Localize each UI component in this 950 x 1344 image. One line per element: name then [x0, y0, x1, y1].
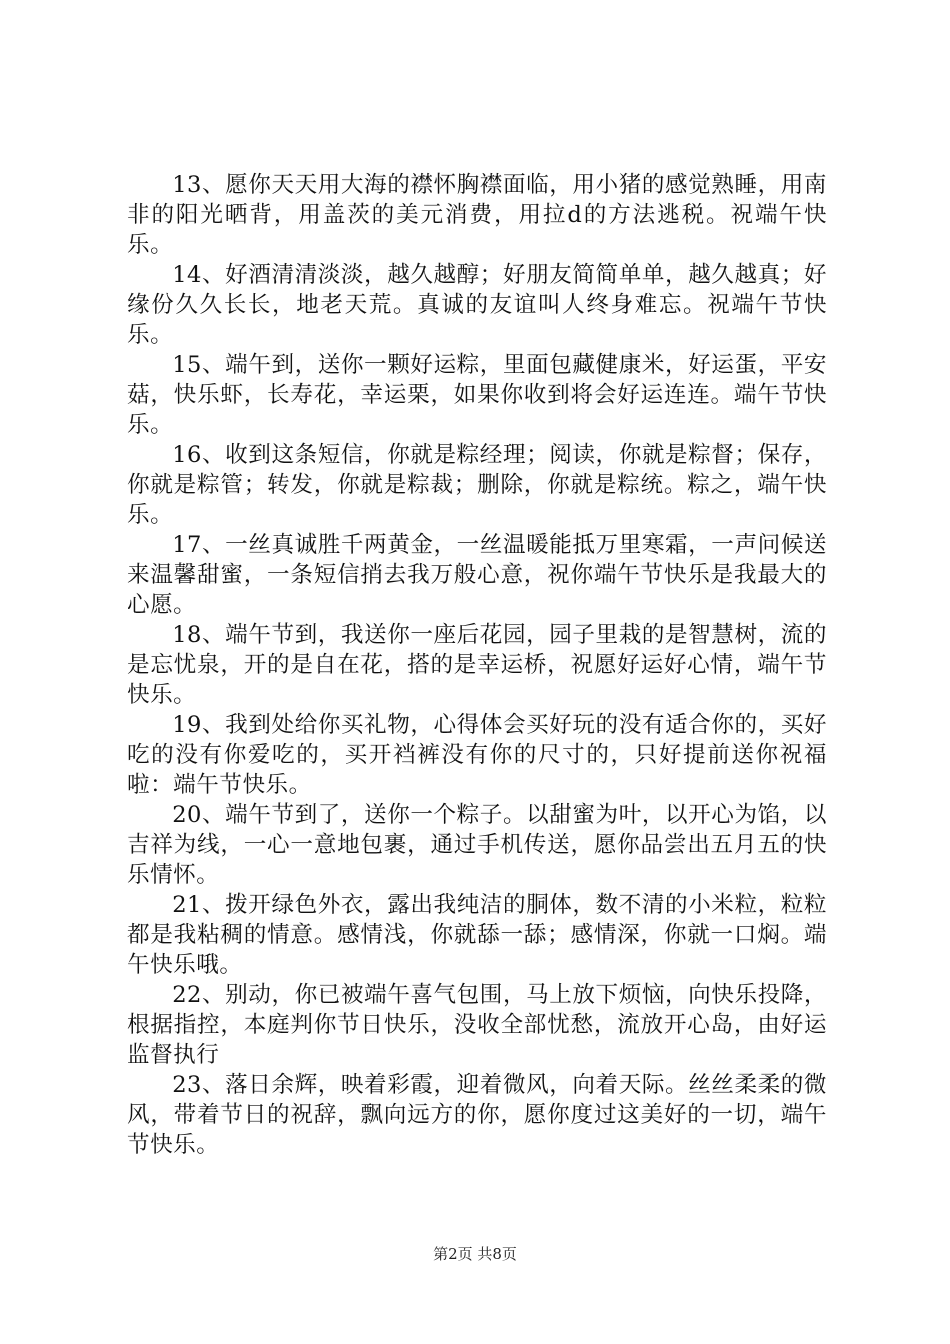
paragraph-16: 16、收到这条短信，你就是粽经理；阅读，你就是粽督；保存，你就是粽管；转发，你就是粽裁；删除，你就是粽统。粽之，端午快乐。: [127, 442, 827, 528]
document-body: [127, 170, 827, 1160]
paragraph-21: 21、拨开绿色外衣，露出我纯洁的胴体，数不清的小米粒，粒粒都是我粘稠的情意。感情浅，你就舔一舔；感情深，你就一口焖。端午快乐哦。: [127, 892, 827, 978]
paragraph-17: 17、一丝真诚胜千两黄金，一丝温暖能抵万里寒霜，一声问候送来温馨甜蜜，一条短信捎去我万般心意，祝你端午节快乐是我最大的心愿。: [127, 532, 827, 618]
paragraph-22: 22、别动，你已被端午喜气包围，马上放下烦恼，向快乐投降，根据指控，本庭判你节日快乐，没收全部忧愁，流放开心岛，由好运监督执行: [127, 982, 827, 1068]
paragraph-13: 13、愿你天天用大海的襟怀胸襟面临，用小猪的感觉熟睡，用南非的阳光晒背，用盖茨的美元消费，用拉d的方法逃税。祝端午快乐。: [127, 172, 827, 258]
paragraph-20: 20、端午节到了，送你一个粽子。以甜蜜为叶，以开心为馅，以吉祥为线，一心一意地包裹，通过手机传送，愿你品尝出五月五的快乐情怀。: [127, 802, 827, 888]
page-number-footer: 第2页 共8页: [433, 1245, 517, 1263]
paragraph-18: 18、端午节到，我送你一座后花园，园子里栽的是智慧树，流的是忘忧泉，开的是自在花，搭的是幸运桥，祝愿好运好心情，端午节快乐。: [127, 622, 827, 708]
paragraph-14: 14、好酒清清淡淡，越久越醇；好朋友简简单单，越久越真；好缘份久久长长，地老天荒。真诚的友谊叫人终身难忘。祝端午节快乐。: [127, 262, 827, 348]
paragraph-19: 19、我到处给你买礼物，心得体会买好玩的没有适合你的，买好吃的没有你爱吃的，买开裆裤没有你的尺寸的，只好提前送你祝福啦：端午节快乐。: [127, 712, 827, 798]
paragraph-15: 15、端午到，送你一颗好运粽，里面包藏健康米，好运蛋，平安菇，快乐虾，长寿花，幸运栗，如果你收到将会好运连连。端午节快乐。: [127, 352, 827, 438]
paragraph-23: 23、落日余辉，映着彩霞，迎着微风，向着天际。丝丝柔柔的微风，带着节日的祝辞，飘向远方的你，愿你度过这美好的一切，端午节快乐。: [127, 1072, 827, 1158]
